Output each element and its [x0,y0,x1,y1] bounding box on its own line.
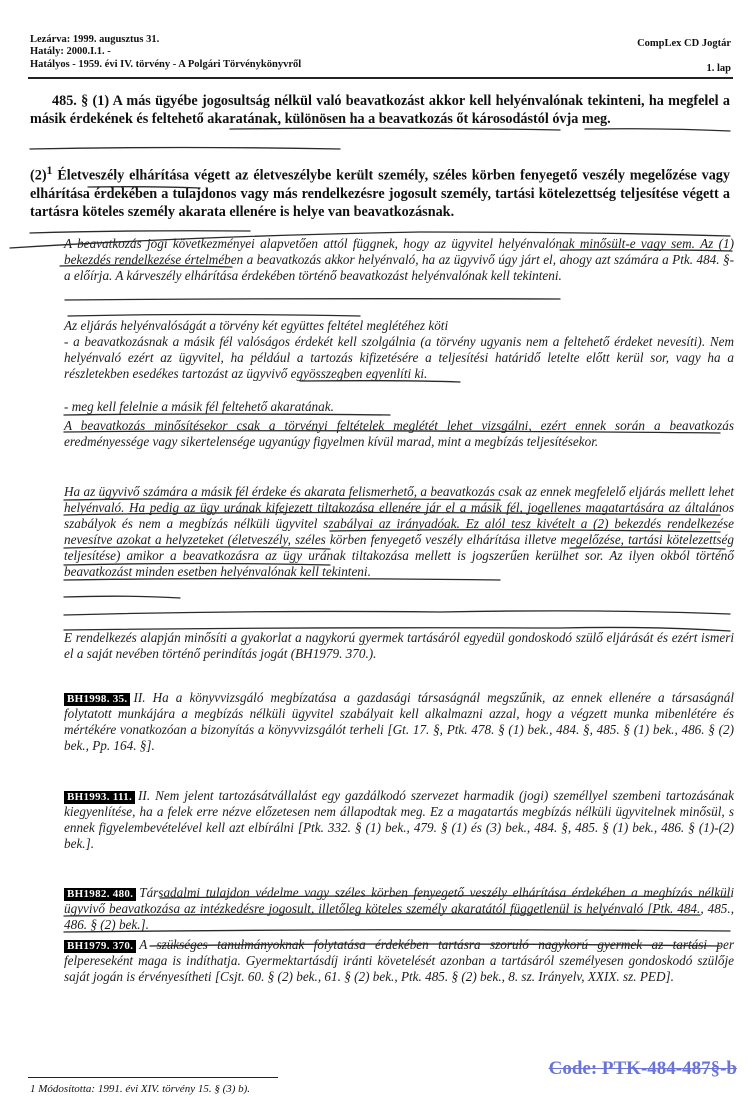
brand-label: CompLex CD Jogtár [637,38,731,49]
commentary-4: - meg kell felelnie a másik fél feltehető akaratának. [64,399,334,414]
case-text: II. Ha a könyvvizsgáló megbízatása a gazdasági társaságnál megszűnik, az ennek ellenére a társaságnál folytatott munkájára a megbízás nélküli ügyvitel szabályait kell alkalmazni azzal, hogy a végzett munka mibenlétére és mértékére vonatkozóan a bizonyítás a könyvvizsgálót terheli [Gt. 17. §, Ptk. 478. § (1) bek., 484. §, 485. § (1) bek., 486. § (2) bek., Pp. 164. §]. [64,690,734,754]
doc-closed-date: Lezárva: 1999. augusztus 31. [30,34,160,45]
case-reference-badge: BH1979. 370. [64,940,136,953]
case-bh1998-35 [64,690,734,754]
document-code-stamp: Code: PTK-484-487§-b [548,1058,737,1079]
case-reference-badge: BH1993. 111. [64,791,135,804]
commentary-3: - a beavatkozásnak a másik fél valóságos érdekét kell szolgálnia (a törvény ugyanis nem a feltehető érdeket nevesíti). Nem helyénvaló ezért az ügyvitel, ha például a tartozás kifizetésére a teljesítési határidő letelte előtt kerül sor, vagy ha a részletekben esedékes tartozást az ügyvivő egyösszegben egyenlíti ki. [64,334,734,382]
case-bh1979-370 [64,937,734,985]
case-text: II. Nem jelent tartozásátvállalást egy gazdálkodó szervezet harmadik (jogi) személlyel szembeni tartozásának kiegyenlítése, ha a felek erre nézve előzetesen nem állapodtak meg. Ez a magatartás megbízás nélküli ügyvitelnek minősül, s ennek figyelembevételével kell azt elbírálni [Ptk. 332. § (1) bek., 479. § (1) és (3) bek., 484. §, 485. § (1) bek., 486. § (1)-(2) bek.]. [64,788,734,852]
commentary-2: Az eljárás helyénvalóságát a törvény két együttes feltétel meglétéhez köti [64,318,449,333]
footnote-text: 1 Módosította: 1991. évi XIV. törvény 15. § (3) b). [30,1083,251,1095]
paragraph-2-label: (2) [30,167,47,184]
doc-title: Hatályos - 1959. évi IV. törvény - A Polgári Törvénykönyvről [30,59,302,70]
case-text: A szükséges tanulmányoknak folytatása érdekében tartásra szoruló nagykorú gyermek az tartási per felpereseként maga is indíthatja. Gyermektartásdíj iránti követelését azonban a tartásáról személyesen gondoskodó szülője saját jogán is érvényesítheti [Csjt. 60. § (2) bek., 61. § (2) bek., Ptk. 485. § (2) bek., 8. sz. Irányelv, XXIX. sz. PED]. [64,937,734,985]
section-485-paragraph-2 [30,161,730,221]
case-text: Társadalmi tulajdon védelme vagy széles körben fenyegető veszély elhárítása érdekében a megbízás nélküli ügyvivő beavatkozása az intézkedésre jogosult, illetőleg köteles személy akaratától függetlenül is helyénvaló [Ptk. 484., 485., 486. § (2) bek.]. [64,885,734,933]
header-divider [28,77,733,79]
section-485-paragraph-1 [30,92,730,128]
commentary-6: Ha az ügyvivő számára a másik fél érdeke és akarata felismerhető, a beavatkozás csak az ennek megfelelő eljárás mellett lehet helyénvaló. Ha pedig az ügy urának kifejezett tiltakozása ellenére jár el a másik fél, jogellenes magatartására az általános szabályok és nem a megbízás nélküli ügyvitel szabályai az irányadóak. Ez alól tesz kivételt a (2) bekezdés rendelkezése nevesítve azokat a helyzeteket (életveszély, széles körben fenyegető veszély elhárítása illetve megelőzése, tartási kötelezettség teljesítése) amikor a beavatkozásra az ügy urának tiltakozása mellett is jogszerűen kerülhet sor. Az ilyen okból történő beavatkozást minden esetben helyénvalónak kell tekinteni. [64,484,734,580]
case-reference-badge: BH1982. 480. [64,888,136,901]
commentary-1: A beavatkozás jogi következményei alapvetően attól függnek, hogy az ügyvitel helyénvalónak minősült-e vagy sem. Az (1) bekezdés rendelkezése értelmében a beavatkozás akkor helyénvaló, ha az ügyvivő úgy járt el, ahogy azt számára a Ptk. 484. §-a előírja. A kárveszély elhárítása érdekében történő beavatkozást helyénvalónak kell tekinteni. [64,236,734,284]
case-bh1982-480 [64,885,734,933]
paragraph-2-text: Életveszély elhárítása végett az életveszélybe került személy, széles körben fenyegető veszély megelőzése vagy elhárítása érdekében a tulajdonos vagy más rendelkezésre jogosult személy, tartási kötelezettség teljesítése végett a tartásra köteles személy akarata ellenére is helye van beavatkozásnak. [30,167,730,221]
doc-effective-date: Hatály: 2000.I.1. - [30,46,111,57]
page-number: 1. lap [706,63,731,74]
footnote-divider [28,1077,278,1078]
commentary-7: E rendelkezés alapján minősíti a gyakorlat a nagykorú gyermek tartásáról egyedül gondoskodó szülő eljárását és ezért ismeri el a saját nevében történő perindítás jogát (BH1979. 370.). [64,630,734,662]
case-reference-badge: BH1998. 35. [64,693,130,706]
paragraph-1-text: 485. § (1) A más ügyébe jogosultság nélkül való beavatkozást akkor kell helyénvalónak tekinteni, ha megfelel a másik érdekének és feltehető akaratának, különösen ha a beavatkozás őt károsodástól óvja meg. [30,93,730,128]
commentary-5: A beavatkozás minősítésekor csak a törvényi feltételek meglétét lehet vizsgálni, ezért ennek során a beavatkozás eredményessége vagy sikertelensége ugyanúgy figyelmen kívül marad, mint a megbízás teljesítésekor. [64,418,734,450]
footnote-marker: 1 [46,163,53,177]
case-bh1993-111 [64,788,734,852]
